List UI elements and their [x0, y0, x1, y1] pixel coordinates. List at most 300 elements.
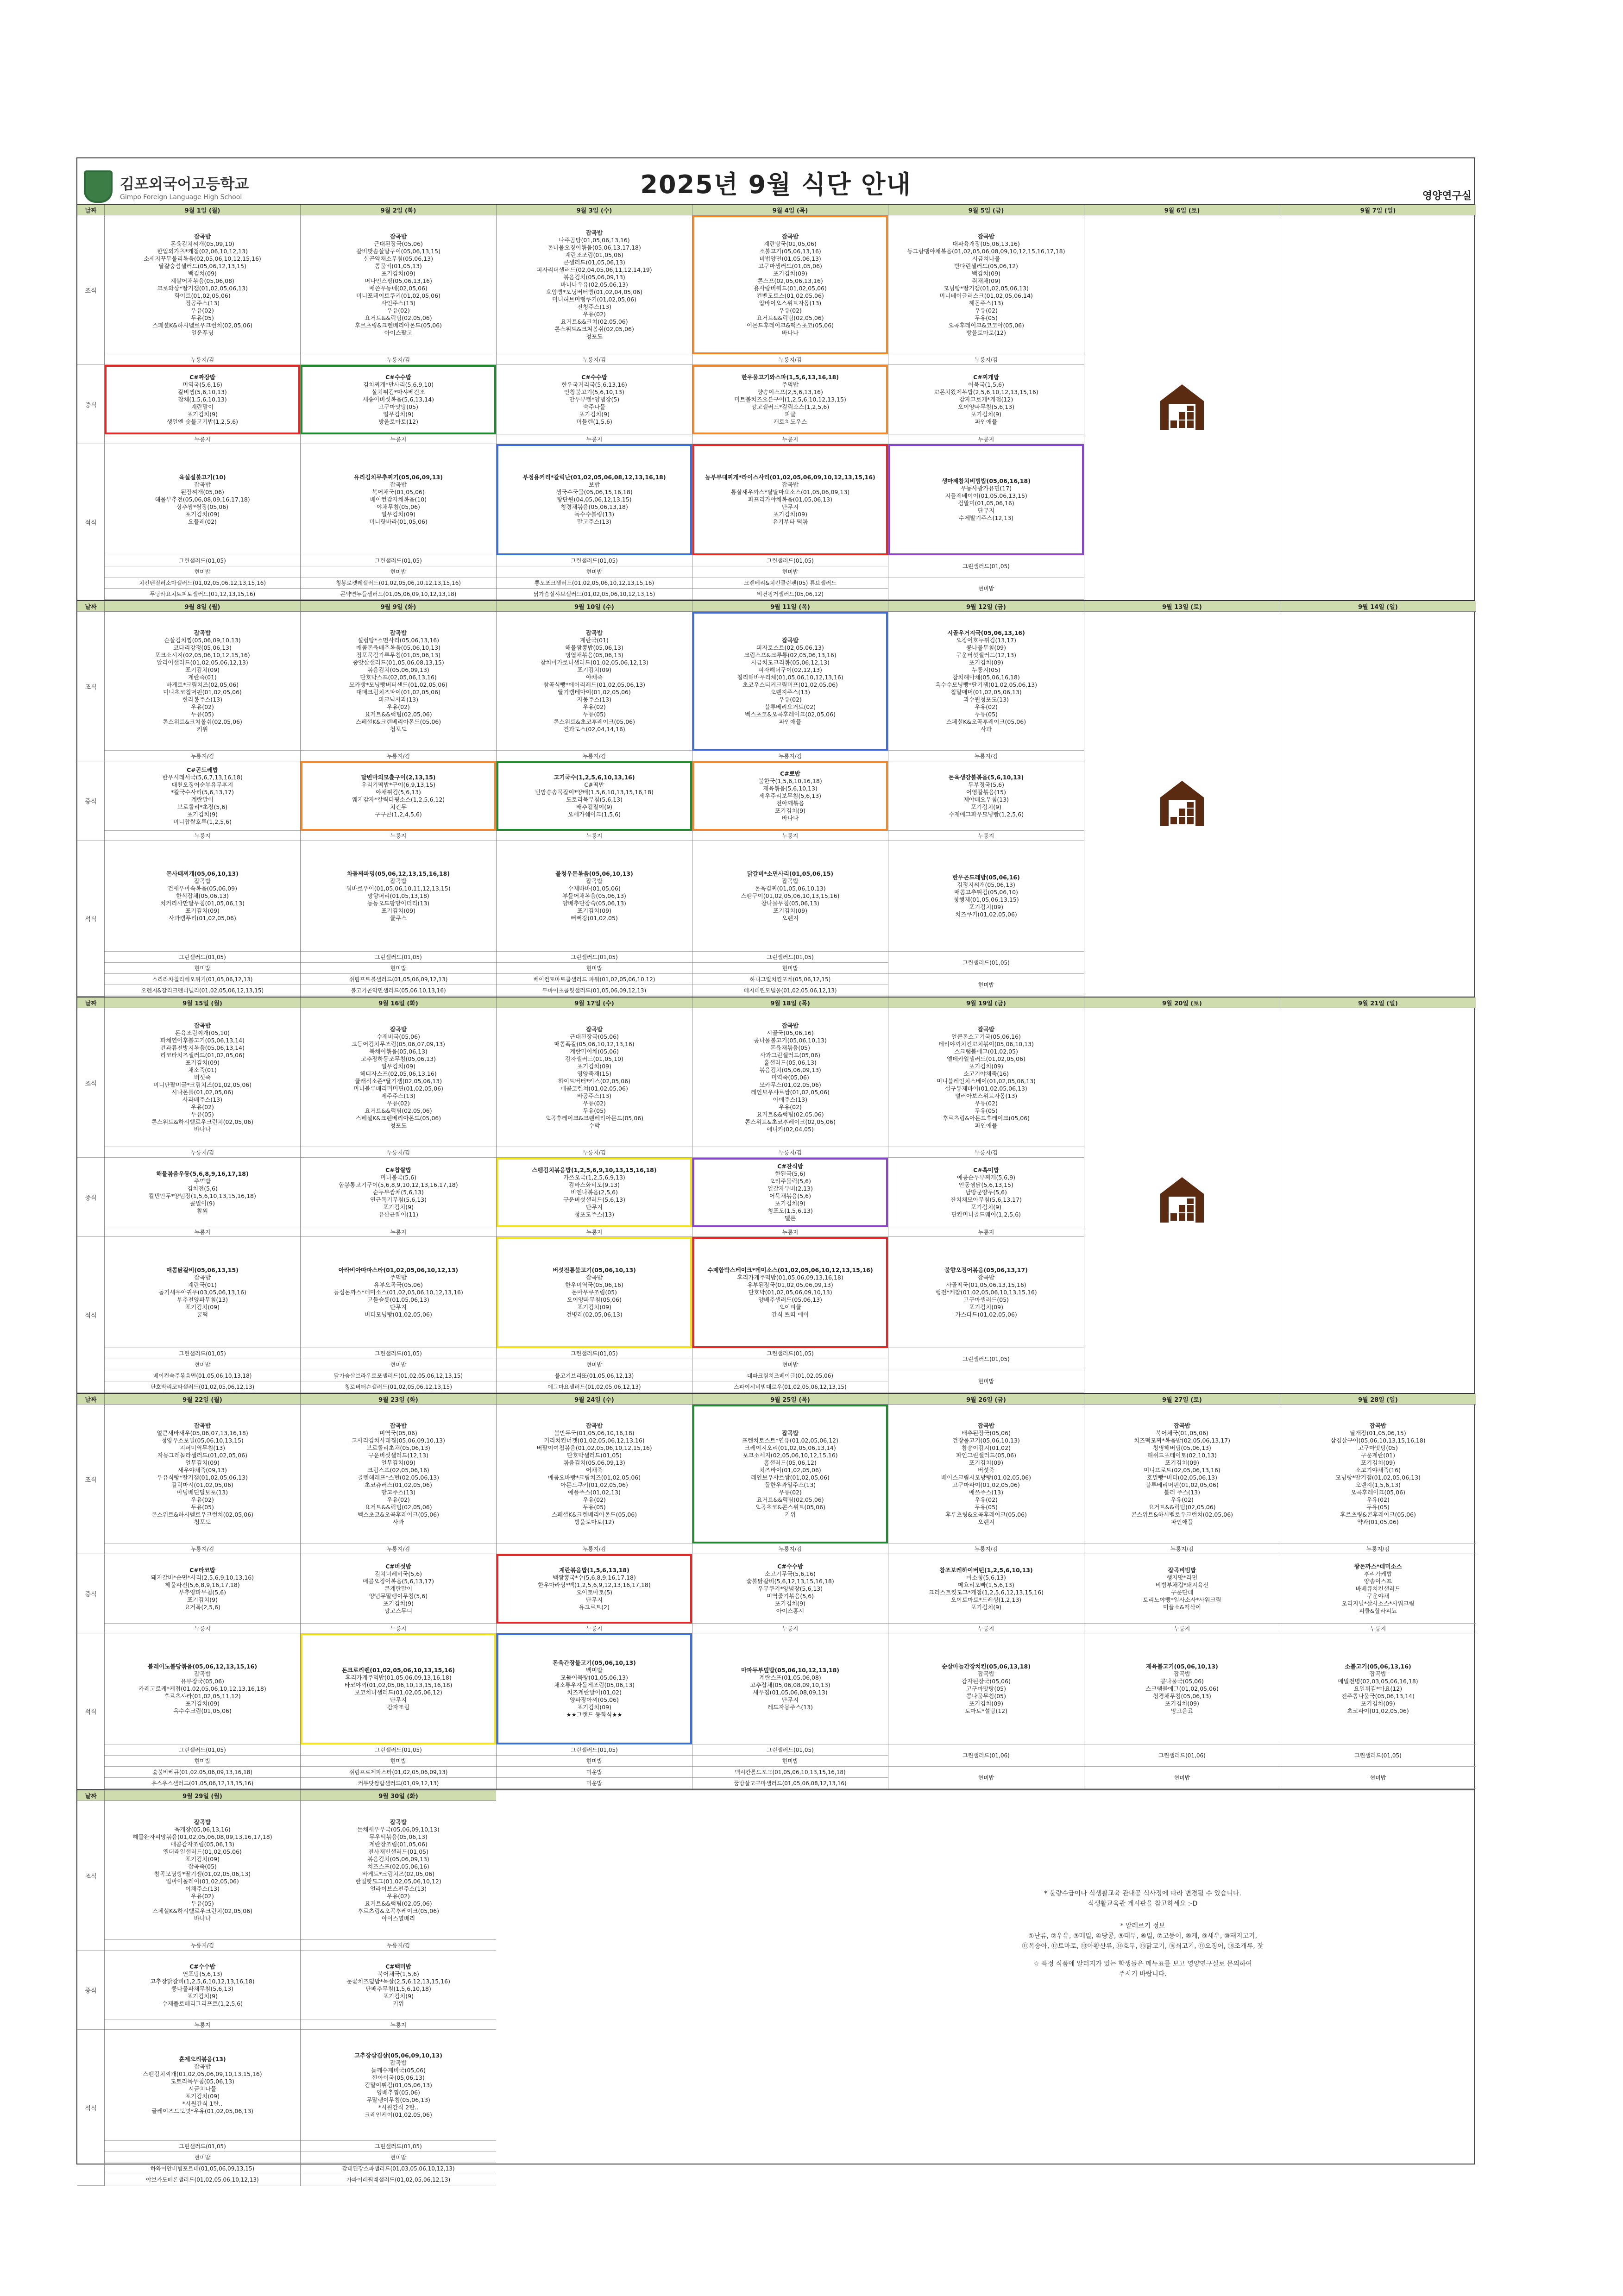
- menu-item: 파인애플: [975, 418, 998, 425]
- menu-item: 잡곡밥: [781, 232, 799, 240]
- dinner-extras: [105, 555, 300, 600]
- dinner-extra-item: 현미밥: [105, 1756, 300, 1767]
- menu-item: 포크소세지(02,05,06,10,12,15,16): [742, 1451, 838, 1459]
- meal-footer: 누룽지: [692, 831, 888, 841]
- menu-item: 매콤오징어볶음(5,6,13,17): [363, 1577, 434, 1585]
- menu-item: 칩말매머(01,02,05,06,13): [950, 688, 1022, 696]
- menu-item: 계란조조림(01,05,06): [565, 251, 623, 258]
- day-column: [105, 997, 301, 1393]
- menu-item: C#곤드레밥: [187, 766, 218, 773]
- dinner-extra-item: 그린샐러드(01,05): [301, 1348, 496, 1359]
- menu-item: 콩물비(01,05,13): [375, 262, 422, 270]
- menu-item: 애플주스(01,02,13): [568, 1488, 621, 1496]
- menu-item: 크림스프&크루통(02,05,06,13,16): [744, 651, 837, 659]
- menu-item: 두유(05): [975, 1107, 998, 1114]
- day-header: 9월 18일 (목): [692, 997, 888, 1008]
- day-column: [888, 205, 1084, 600]
- menu-item: 잡곡비빔밥: [1168, 1566, 1196, 1574]
- menu-item: 모카빵*모닝빵버터샌드(01,02,05,06): [349, 681, 448, 688]
- menu-item: 잡곡밥: [977, 1273, 995, 1281]
- menu-item: 고구마맛탕(05): [966, 1685, 1007, 1692]
- menu-item: 연포탕(5,6,13): [182, 1970, 222, 1977]
- menu-item: 어채죽: [585, 1466, 603, 1474]
- dinner-extra-item: 그린샐러드(01,05): [497, 1744, 692, 1756]
- menu-item: 용사랑버쿼드(01,02,05,06): [754, 284, 827, 292]
- menu-item: 사과캠푸리(01,02,05,06): [169, 914, 236, 922]
- menu-item: 두유(05): [583, 1107, 606, 1114]
- menu-item: C#수수밥: [777, 1562, 803, 1570]
- day-column: [105, 1394, 301, 1789]
- day-header: 9월 12일 (금): [888, 601, 1084, 612]
- menu-item: 우유(02): [583, 703, 606, 710]
- menu-item: 스펨구이(01,02,05,06,10,13,15,16): [741, 892, 840, 899]
- day-header: 9월 15일 (월): [105, 997, 300, 1008]
- menu-item: 숙주나물: [583, 403, 606, 410]
- school-name: 김포외국어고등학교: [120, 175, 249, 193]
- dinner-extra-item: 현미밥: [692, 1756, 888, 1767]
- menu-item: 이채주스(13): [185, 1885, 220, 1892]
- dinner-extra-item: 현미밥: [105, 1359, 300, 1370]
- meal-dinner: [301, 1633, 496, 1744]
- menu-item: 가쓰오국(1,2,5,6,9,13): [563, 1173, 625, 1181]
- menu-item: 볶음김치(05,06,09,13): [367, 1855, 429, 1863]
- menu-item: 우유(02): [387, 307, 410, 314]
- menu-item: 고사리김치사태찜(05,06,09,10,13): [352, 1437, 445, 1444]
- day-column: [1280, 601, 1476, 997]
- menu-item: 마소칭(5,6,13): [966, 1574, 1006, 1581]
- menu-item: C#떡만: [584, 781, 604, 788]
- menu-item: 우유(02): [387, 1892, 410, 1900]
- meal-breakfast: [105, 215, 300, 354]
- menu-item: 비엔나볶음(2,5,6): [571, 1188, 618, 1196]
- menu-item: 잡곡밥: [194, 1670, 211, 1677]
- menu-item: 포기김치(09): [185, 1855, 220, 1863]
- meal-dinner: [497, 841, 692, 952]
- school-eng-name: Gimpo Foreign Language High School: [120, 194, 242, 201]
- menu-item: 시골국(05,06,16): [767, 1029, 814, 1036]
- dinner-extras: [497, 555, 692, 600]
- menu-item: 돈사태찌개(05,06,10,13): [166, 870, 239, 877]
- menu-item: 망고스무디: [384, 1607, 413, 1614]
- menu-item: 우유(02): [583, 1099, 606, 1107]
- meal-dinner: [692, 444, 888, 555]
- meal-footer: 누룽지/김: [497, 751, 692, 761]
- menu-item: 닭갈비*소면사리(01,05,06,15): [747, 870, 834, 877]
- menu-item: 오렌지(1,5,6,13): [1355, 1481, 1401, 1488]
- menu-item: 새송이버섯볶음(5,6,13,14): [363, 395, 434, 403]
- menu-item: 미니베이글러스크(01,02,05,06,14): [939, 292, 1033, 299]
- menu-item: 중앗살샐러드(01,05,06,08,13,15): [352, 659, 444, 666]
- menu-item: 김정지찌개(05,06,13): [957, 881, 1015, 888]
- menu-item: 불만두국(01,05,06,10,16,18): [554, 1429, 635, 1437]
- menu-item: 채소류우자돌게조림(05,06,13): [554, 1681, 635, 1688]
- note-line: * 불량수급이나 식생활교육 관내공 식사정에 따라 변경될 수 있습니다.: [1044, 1890, 1241, 1897]
- menu-item: 방울토마토(12): [378, 418, 419, 425]
- menu-item: 오이피클: [779, 1303, 802, 1311]
- menu-item: 피크닉사과(13): [378, 696, 419, 703]
- row-labels: [77, 997, 105, 1393]
- row-label-lunch: 중식: [77, 761, 104, 841]
- menu-item: 고추잡채(05,06,08,09,10,13): [750, 1681, 830, 1688]
- menu-item: 잡곡밥: [585, 1025, 603, 1033]
- menu-item: 사인주스(13): [381, 299, 415, 307]
- menu-item: 오이양파무침(05,06): [567, 1296, 622, 1303]
- meal-footer: 누룽지: [497, 831, 692, 841]
- dinner-extra-item: 베이컨토마토콜샐러드 파워(01,02,05,06,10,12): [497, 974, 692, 985]
- meal-footer: 누룽지: [888, 831, 1084, 841]
- menu-item: 근대된장국(05,06): [374, 240, 423, 247]
- menu-item: 커리치킨너겟(01,02,05,06,12,13,16): [544, 1437, 645, 1444]
- menu-item: 정공주스(13): [185, 299, 220, 307]
- menu-item: 토마토*설탕(12): [964, 1707, 1008, 1714]
- menu-item: 콘스위트&초코후레이크(05,06): [553, 718, 635, 725]
- menu-item: 비빔부채컵*돼지육신: [1155, 1581, 1209, 1588]
- menu-item: 건장물고기(05,06,10,13): [952, 1437, 1020, 1444]
- menu-item: 김치찌개*만사리(5,6,9,10): [363, 381, 434, 388]
- meal-footer: 누룽지: [301, 2020, 496, 2030]
- dinner-extra-item: 그린샐러드(01,06): [888, 1744, 1084, 1767]
- menu-item: 모둠어묵탕(01,05,06,13): [560, 1674, 628, 1681]
- dinner-extra-item: 푸딩라요치토피토샐러드(01,12,13,15,16): [105, 589, 300, 600]
- menu-item: 육실설불고기(10): [179, 473, 226, 481]
- menu-item: 동동오드팡망이더리(13): [367, 899, 430, 907]
- menu-item: 잡곡밥: [977, 1422, 995, 1429]
- menu-item: 칠리해바우리체(01,05,06,10,12,13,16): [737, 673, 843, 681]
- menu-item: 홀샐러드(05,06,13): [764, 1059, 817, 1066]
- dinner-extra-item: 야보카도메론샐러드(01,02,05,06,10,12,13): [105, 2174, 300, 2185]
- menu-item: 파프리카야채볶음(01,05,06,13): [748, 496, 832, 503]
- menu-item: 단호박(01,02,05,06,09,10,13): [748, 1288, 832, 1296]
- dinner-extra-item: 현미밥: [301, 1359, 496, 1370]
- menu-item: 얼큰새바새우(05,06,07,13,16,18): [157, 1429, 248, 1437]
- meal-footer: 누룽지: [692, 434, 888, 444]
- meal-breakfast: [692, 1008, 888, 1147]
- meal-footer: 누룽지/김: [692, 354, 888, 365]
- menu-item: 사과배주스(13): [182, 1096, 223, 1103]
- menu-item: 우리기떡밥*구이(6,9,13,15): [361, 781, 436, 788]
- menu-item: 된장찌개(05,06): [181, 488, 224, 496]
- menu-item: 잡곡밥: [1173, 1422, 1191, 1429]
- meal-breakfast: [497, 1405, 692, 1543]
- menu-item: 잡곡밥: [1369, 1670, 1387, 1677]
- menu-item: 글레이즈드도넛*우유(01,02,05,06,13): [151, 2107, 254, 2114]
- menu-item: 김치너레비국(5,6): [374, 1570, 422, 1577]
- meal-dinner: [497, 1633, 692, 1744]
- menu-item: 잡곡밥: [194, 1818, 211, 1826]
- menu-item: 우유(02): [779, 1103, 802, 1110]
- menu-item: 오이토마토(5): [576, 1588, 613, 1596]
- menu-item: 유기부타 떡볶: [772, 518, 808, 525]
- meal-footer: 누룽지/김: [301, 1147, 496, 1158]
- menu-item: 코다리강정(05,06,13): [173, 644, 232, 651]
- note-line: ①난류, ②우유, ③메밀, ④땅콩, ⑤대두, ⑥밀, ⑦고등어, ⑧게, ⑨새우, ⑩돼지고기,: [1028, 1932, 1258, 1940]
- menu-item: 청양우소보밀(05,06,10,13,15): [161, 1437, 244, 1444]
- menu-item: 요거트&&럭팀(02,05,06): [756, 1110, 824, 1118]
- dinner-extra-item: 단호박리코타샐러드(01,02,05,06,12,13): [105, 1381, 300, 1393]
- menu-item: 제야배오무침(13): [963, 796, 1009, 803]
- day-column: [1280, 205, 1476, 600]
- menu-item: 소고기야채죽(16): [1355, 1466, 1401, 1474]
- week-row: [77, 997, 1474, 1393]
- menu-item: 초코츄러스(01,02,05,06): [365, 1481, 432, 1488]
- meal-lunch: [301, 365, 496, 434]
- menu-item: 헤디자스프(02,05,06,13,16): [360, 1070, 437, 1077]
- menu-item: 돈나물오징어볶음(05,06,13,17,18): [547, 244, 641, 251]
- menu-item: 두유(05): [583, 1503, 606, 1511]
- day-header: 9월 22일 (월): [105, 1394, 300, 1405]
- menu-item: 어영갈볶음(15): [966, 788, 1007, 796]
- day-header: 9월 26일 (금): [888, 1394, 1084, 1405]
- day-column: [1084, 1394, 1280, 1789]
- menu-item: 콩나물불고기(05,06,10,13): [754, 1036, 827, 1044]
- menu-item: 시골우거지국(05,06,13,16): [947, 629, 1025, 636]
- dinner-extra-item: 그린샐러드(01,05): [692, 1744, 888, 1756]
- menu-item: 백김치(09): [188, 270, 217, 277]
- row-label-breakfast: 조식: [77, 215, 104, 365]
- menu-item: 사과그린샐러드(05,06): [760, 1051, 821, 1059]
- day-column: [1280, 1394, 1476, 1789]
- meal-breakfast: [1084, 1405, 1280, 1543]
- day-column: [888, 1394, 1084, 1789]
- menu-item: 옐더래일샐러드(01,02,05,06): [163, 1848, 242, 1855]
- menu-item: 참조보레하이버턴(1,2,5,6,10,13): [939, 1566, 1033, 1574]
- menu-item: 참치마카로니샐러드(01,02,05,06,12,13): [540, 659, 648, 666]
- menu-item: 후르츠샤라(01,02,05,11,12): [164, 1692, 241, 1700]
- note-line: * 알레르기 정보: [1120, 1922, 1165, 1930]
- menu-item: 보밥: [588, 481, 600, 488]
- row-label-corner: 날짜: [77, 1394, 104, 1405]
- meal-lunch: [497, 1554, 692, 1624]
- meal-dinner: [692, 1633, 888, 1744]
- meal-lunch: [105, 365, 300, 434]
- menu-item: 크림스프(02,05,06,16): [367, 1466, 429, 1474]
- menu-item: 안창불고기(5,6,10,13): [564, 388, 624, 395]
- menu-item: 칼빈만두*양념장(1,5,6,10,13,15,16,18): [149, 1192, 256, 1199]
- day-header: 9월 24일 (수): [497, 1394, 692, 1405]
- row-label-breakfast: 조식: [77, 1405, 104, 1554]
- menu-item: 콘스위트&크쳐볼쉬(02,05,06): [554, 325, 634, 332]
- menu-item: 포기김치(09): [577, 1303, 611, 1311]
- menu-item: 오이양파무침(5,6,13): [958, 403, 1014, 410]
- menu-item: 치즈계란말이(01,02): [567, 1688, 622, 1696]
- menu-item: 두유(05): [191, 710, 214, 718]
- menu-item: 잡곡밥: [585, 229, 603, 236]
- meal-footer: 누룽지/김: [888, 751, 1084, 761]
- meal-dinner: [105, 841, 300, 952]
- menu-item: 쥐채채(09): [972, 277, 1000, 284]
- meal-lunch: [888, 761, 1084, 831]
- day-header: 9월 10일 (수): [497, 601, 692, 612]
- menu-item: 사과: [392, 1518, 404, 1525]
- menu-item: 잡곡밥: [390, 481, 407, 488]
- menu-item: 주먹밥: [781, 381, 799, 388]
- menu-item: 요거트&&럭팀(02,05,06): [1148, 1503, 1216, 1511]
- menu-item: 우유(02): [583, 310, 606, 318]
- menu-item: 파인그린샐러드(05,06): [956, 1451, 1017, 1459]
- menu-item: 전주콩나물국(05,06,13,14): [1341, 1692, 1415, 1700]
- meal-lunch: [692, 1158, 888, 1227]
- meal-footer: 누룽지/김: [888, 1147, 1084, 1158]
- menu-item: 피자토스트(02,05,06,13): [756, 644, 824, 651]
- dinner-extra-item: 그린샐러드(01,05): [692, 1348, 888, 1359]
- menu-item: 잡곡밥: [781, 1022, 799, 1029]
- menu-item: 계란장조림(01,05,06): [369, 1840, 428, 1848]
- menu-item: 잡곡밥: [585, 1422, 603, 1429]
- meal-dinner: [1280, 1633, 1476, 1744]
- dinner-extras: [497, 952, 692, 996]
- menu-item: 우유(02): [191, 1892, 214, 1900]
- no-service-cell: [1084, 1008, 1280, 1392]
- menu-item: 두유(05): [975, 710, 998, 718]
- menu-item: *칼국수사리(5,6,13,17): [170, 788, 234, 796]
- dinner-extra-item: 현미밥: [301, 566, 496, 577]
- menu-item: 사과: [980, 725, 992, 733]
- menu-item: 실곤약채소무침(05,06,13): [364, 255, 433, 262]
- menu-item: 요거트&&럭팀(02,05,06): [365, 1900, 432, 1907]
- menu-item: 남방군양두(5,6): [965, 1188, 1007, 1196]
- dinner-extra-item: 비건핑거샐러드(05,06,12): [692, 589, 888, 600]
- menu-item: 한된국(5,6): [775, 1170, 805, 1177]
- menu-item: 우동사광가유민(17): [960, 484, 1012, 492]
- menu-item: 포기김치(09): [185, 907, 220, 914]
- menu-item: 잡곡밥: [390, 1025, 407, 1033]
- dinner-extra-item: 현미밥: [497, 963, 692, 974]
- meal-footer: 누룽지: [888, 434, 1084, 444]
- menu-item: 두유(05): [975, 314, 998, 321]
- menu-item: 과수원청포도(13): [963, 696, 1009, 703]
- menu-item: 캐로치도우스: [773, 418, 807, 425]
- menu-item: C#찹쌀밥: [385, 1166, 411, 1173]
- dinner-extra-item: 치킨텐질러소마샐러드(01,02,05,06,12,13,15,16): [105, 577, 300, 589]
- dinner-extra-item: 하니그릴치킨포케(05,06,12,15): [692, 974, 888, 985]
- menu-item: C#수수밥: [385, 373, 411, 381]
- meal-breakfast: [888, 1008, 1084, 1147]
- menu-item: 어몬드후레이크&떡스초코(05,06): [746, 321, 834, 329]
- meal-breakfast: [692, 1405, 888, 1543]
- menu-item: 포기김치(09): [969, 1062, 1003, 1070]
- dinner-extra-item: 현미밥: [692, 1359, 888, 1370]
- menu-item: 볶음김치(05,06,09,13): [563, 1459, 625, 1466]
- meal-dinner: [888, 841, 1084, 952]
- menu-item: 레인보우샤르쌈(01,02,05,06): [751, 1088, 830, 1096]
- menu-item: 유부된장국(01,02,05,06,09,13): [747, 1281, 833, 1288]
- menu-item: 포기김치(09): [185, 1303, 220, 1311]
- meal-breakfast: [692, 612, 888, 751]
- menu-item: 김치전(5,6): [187, 1185, 218, 1192]
- menu-item: 고구마샐러드(05): [963, 1296, 1009, 1303]
- menu-item: 한밀핫도그(01,02,05,06,10,12): [355, 1877, 441, 1885]
- menu-item: 동그랑땡야채볶음(01,02,05,06,08,09,10,12,15,16,17,18): [907, 247, 1065, 255]
- menu-item: 구구콘(1,2,4,5,6): [375, 810, 422, 818]
- meal-footer: 누룽지: [692, 1624, 888, 1633]
- day-header: 9월 5일 (금): [888, 205, 1084, 215]
- menu-item: 망고샐러드*갈릭소스(1,2,5,6): [751, 403, 830, 410]
- meal-breakfast: [692, 215, 888, 354]
- notes: [911, 1888, 1374, 1979]
- dinner-extras: [105, 952, 300, 996]
- menu-item: 치즈쿠키(01,02,05,06): [955, 910, 1017, 918]
- meal-lunch: [692, 761, 888, 831]
- menu-item: 포기김치(9): [774, 807, 805, 814]
- menu-item: 애니카(02,04,05): [767, 1125, 814, 1133]
- dinner-extras: [888, 1744, 1084, 1789]
- menu-item: 후르츠링&아몬드후레이크(05,06): [942, 1114, 1030, 1122]
- menu-item: C#수수밥: [189, 1963, 215, 1970]
- menu-item: 수제메그파우모닝빵(1,2,5,6): [948, 810, 1024, 818]
- day-column: [497, 997, 692, 1393]
- menu-item: 청명해버팀(05,06,13): [1153, 1444, 1211, 1451]
- menu-item: 참곡식빵*에어리레드(01,02,05,06,13): [543, 681, 646, 688]
- dinner-extras: [105, 1744, 300, 1789]
- menu-item: 스페셜K&하시벨로우크런치(02,05,06): [152, 321, 253, 329]
- menu-item: 스크램블에그(01,02,05): [954, 1048, 1018, 1055]
- menu-item: 버섯죽: [194, 1073, 211, 1081]
- menu-item: 망고음료: [1170, 1707, 1194, 1714]
- dinner-extra-item: 대파크림치즈베이글(01,02,05,06): [692, 1370, 888, 1381]
- menu-item: 김말이튀김(01,05,06,13): [365, 2081, 432, 2089]
- menu-item: 모카무스(01,02,05,06): [759, 1081, 821, 1088]
- menu-item: 대천오징어순부유무후지: [171, 781, 233, 788]
- menu-item: 머들렌(1,5,6): [576, 418, 612, 425]
- dinner-extra-item: 그린샐러드(01,05): [301, 952, 496, 963]
- dinner-extra-item: 그린샐러드(01,05): [497, 1348, 692, 1359]
- menu-item: 계란말이: [191, 796, 214, 803]
- menu-item: 볶음김치(05,06,09,13): [759, 1066, 821, 1073]
- menu-item: C#짜장밥: [189, 373, 215, 381]
- dinner-extra-item: 칭봉로켓레샐러드(01,02,05,06,10,12,13,15,16): [301, 577, 496, 589]
- meal-footer: 누룽지/김: [497, 354, 692, 365]
- menu-item: 구운버섯샐러드(12,13): [368, 1451, 429, 1459]
- row-label-lunch: 중식: [77, 365, 104, 444]
- dinner-extra-item: 베지테린모넬울(01,02,05,06,12,13): [692, 985, 888, 996]
- menu-item: 오징어호두튀김(13,17): [956, 636, 1017, 644]
- menu-item: 포기김치(09): [1165, 1459, 1199, 1466]
- menu-item: 포기김치(9): [383, 1203, 414, 1211]
- menu-item: 스페셜K&크렌베리아몬드(05,06): [355, 718, 441, 725]
- dinner-extra-item: 하와이안비빔포르테(01,05,06,09,13,15): [105, 2163, 300, 2174]
- menu-item: 행전*케찹(01,02,05,06,10,13,15,16): [935, 1288, 1037, 1296]
- menu-item: 덜러아보스위트자몽(13): [955, 1092, 1018, 1099]
- meal-lunch: [497, 365, 692, 434]
- menu-item: 한식잡채(05,06,13): [176, 892, 229, 899]
- menu-item: 포기김치(09): [185, 2092, 220, 2100]
- menu-item: 바나나: [781, 814, 799, 822]
- row-labels: [77, 1790, 105, 2186]
- menu-item: 망고주스(13): [381, 1488, 415, 1496]
- menu-item: 콩나물국(05,06): [1160, 1677, 1204, 1685]
- menu-item: 잡곡밥: [585, 629, 603, 636]
- dinner-extra-item: 그린샐러드(01,05): [888, 952, 1084, 974]
- menu-item: 얼큰돈소고기국(05,06,16): [951, 1033, 1021, 1040]
- menu-item: 호밀빵*버터(02,05,06,13): [1147, 1474, 1217, 1481]
- menu-item: 농부부대찌개*라이스사리(01,02,05,06,09,10,12,13,15,16): [705, 473, 875, 481]
- menu-item: 미트볼치즈오븐구이(1,2,5,6,10,12,13,15): [734, 395, 846, 403]
- menu-item: 건과류전방지볶음(05,06,13,14): [160, 1044, 245, 1051]
- meal-dinner: [105, 2030, 300, 2141]
- menu-item: 우유(02): [583, 1496, 606, 1503]
- dinner-extra-item: 현미밥: [497, 1359, 692, 1370]
- meal-footer: 누룽지/김: [105, 1543, 300, 1554]
- dinner-extra-item: 그린샐러드(01,05): [105, 555, 300, 566]
- menu-item: 콩나물무침(09): [966, 644, 1007, 651]
- menu-item: 참치해마채(05,06,16,18): [952, 673, 1020, 681]
- note-line: ☆ 특정 식품에 알러지가 있는 학생들은 메뉴표를 보고 영양연구실로 문의하여: [1033, 1960, 1252, 1968]
- menu-item: 청경채볶음(05,06,13,18): [560, 503, 628, 510]
- menu-item: 미니찹쌀호루(1,2,5,6): [173, 818, 232, 825]
- menu-item: 머나먼스핑(05,06,13,16): [365, 277, 432, 284]
- day-column: [692, 997, 888, 1393]
- dinner-extra-item: 그린샐러드(01,05): [692, 555, 888, 566]
